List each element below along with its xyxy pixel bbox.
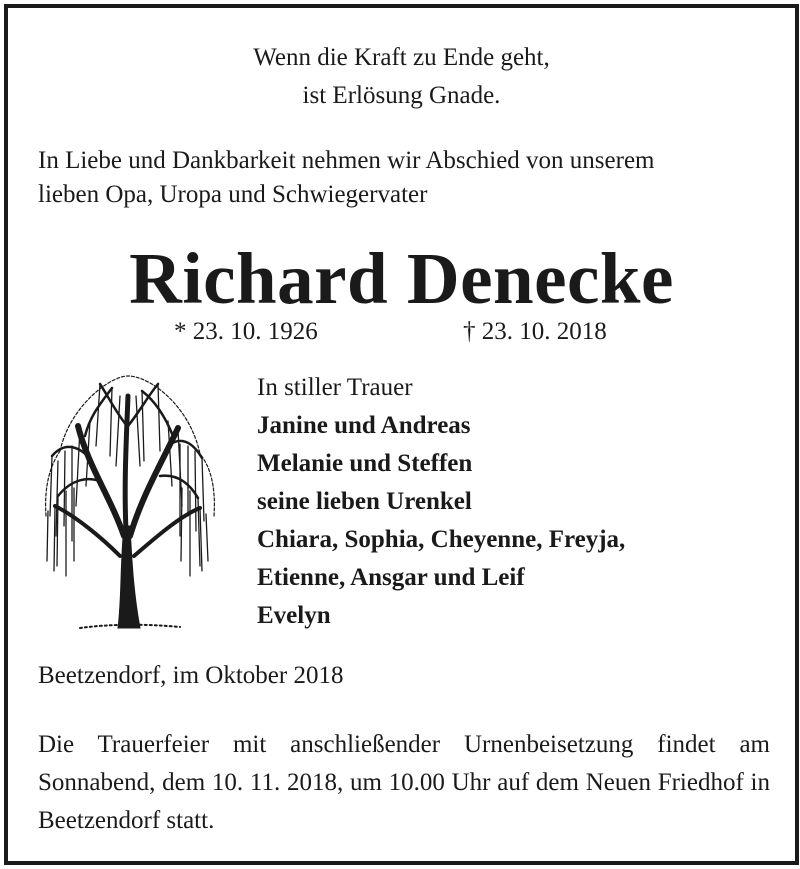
mourner-line-6: Evelyn	[257, 602, 331, 629]
mourner-line-5: Etienne, Ansgar und Leif	[257, 564, 525, 591]
death-date: † 23. 10. 2018	[463, 318, 607, 345]
weeping-willow-tree-icon	[30, 366, 220, 638]
mourner-line-1: Janine und Andreas	[257, 412, 471, 439]
birth-date: * 23. 10. 1926	[174, 318, 318, 345]
service-info: Die Trauerfeier mit anschließender Urnenbeisetzung findet am Sonnabend, dem 10. 11. 2018, um 10.00 Uhr auf dem Neuen Friedhof in Beetzendorf statt.	[38, 731, 770, 834]
intro-line-1: In Liebe und Dankbarkeit nehmen wir Abschied von unserem	[38, 147, 655, 174]
motto-line-2: ist Erlösung Gnade.	[302, 82, 501, 109]
mourning-heading: In stiller Trauer	[257, 374, 413, 401]
deceased-name: Richard Denecke	[129, 238, 674, 319]
mourner-line-4: Chiara, Sophia, Cheyenne, Freyja,	[257, 526, 626, 553]
place-date: Beetzendorf, im Oktober 2018	[38, 662, 344, 689]
intro-line-2: lieben Opa, Uropa und Schwiegervater	[38, 181, 428, 208]
motto-line-1: Wenn die Kraft zu Ende geht,	[253, 44, 550, 71]
obituary-notice	[4, 4, 799, 865]
mourner-line-3: seine lieben Urenkel	[257, 488, 472, 515]
mourner-line-2: Melanie und Steffen	[257, 450, 473, 477]
